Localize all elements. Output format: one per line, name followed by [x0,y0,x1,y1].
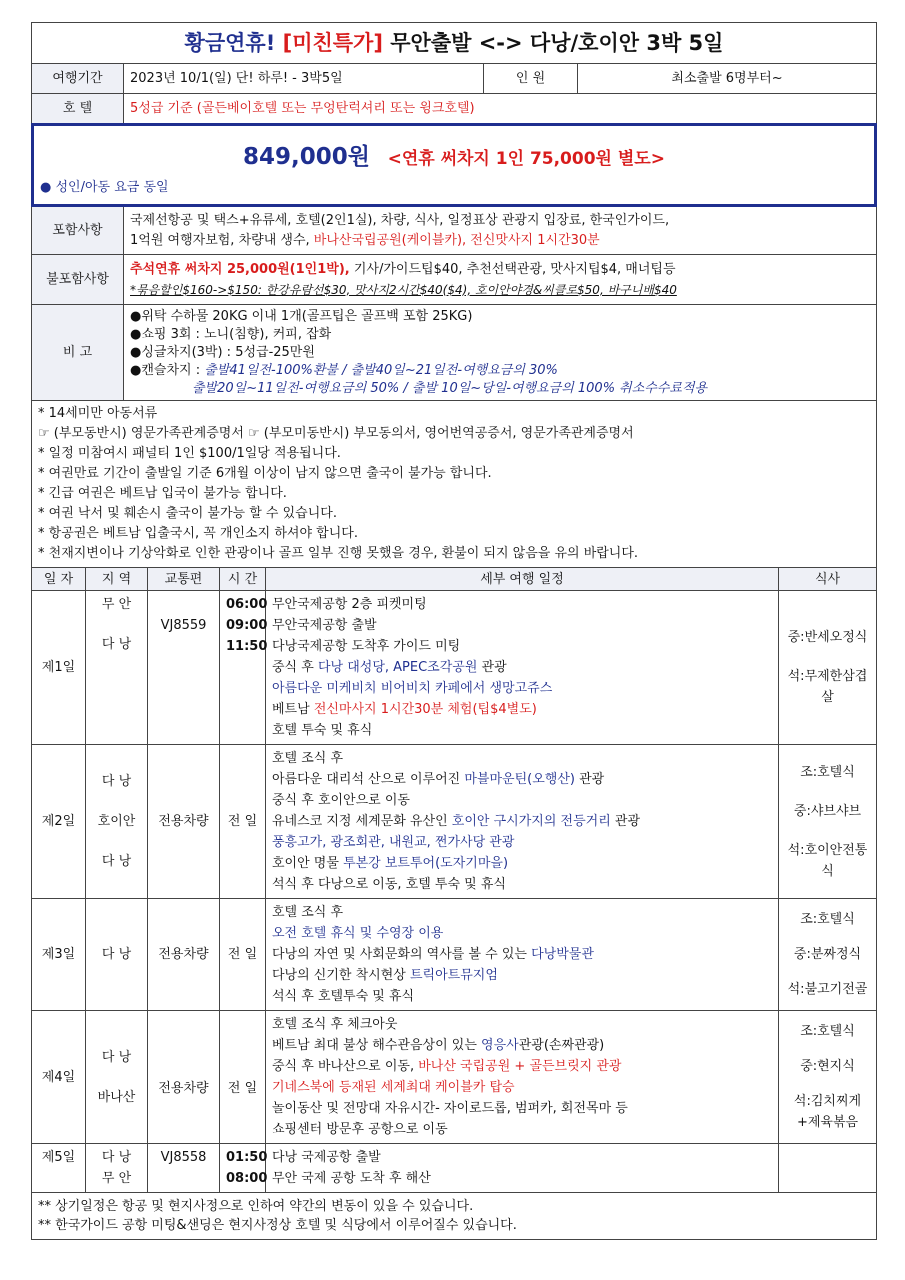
detail-item [272,769,772,790]
region-cell [86,1011,148,1144]
remarks-line2: ●쇼핑 3회 : 노니(침향), 커피, 잡화 [130,326,332,342]
included-label: 포함사항 [32,207,124,255]
region-cell [86,1144,148,1193]
col-header-day: 일 자 [32,568,86,591]
details-cell [266,1011,779,1144]
price-surcharge-note: <연휴 써차지 1인 75,000원 별도> [387,149,665,169]
transport-cell: 전용차량 [148,745,220,899]
meal: 석:무제한삼겹살 [787,669,868,705]
price-box [31,123,877,207]
detail-highlight: 바나산 국립공원 + 골든브릿지 관광 [418,1059,622,1074]
remarks-line4a: ●캔슬차지 : [130,362,205,378]
title-part2: [미친특가] [282,30,383,55]
detail-item: 아름다운 미케비치 비어비치 카페에서 생망고쥬스 [272,681,553,696]
table-row [32,591,877,745]
note-line: * 여권 낙서 및 훼손시 출국이 불가능 할 수 있습니다. [38,506,337,521]
detail-item: 중식 후 호이안으로 이동 [272,793,410,808]
footer-line: ** 상기일정은 항공 및 현지사정으로 인하여 약간의 변동이 있을 수 있습니다. [38,1199,474,1214]
price-sub-note: ● 성인/아동 요금 동일 [40,180,169,195]
detail-text: 베트남 최대 불상 해수관음상이 있는 [272,1038,482,1053]
detail-item [272,811,772,832]
footer-line: ** 한국가이드 공항 미팅&샌딩은 현지사정상 호텔 및 식당에서 이루어질수 있습니다. [38,1218,517,1233]
detail-item: 오전 호텔 휴식 및 수영장 이용 [272,926,444,941]
detail-item [272,699,772,720]
time-cell: 전 일 [220,899,266,1011]
meal: 조:호텔식 [800,912,855,927]
meal: 석:호이안전통식 [787,842,868,879]
header-table [31,22,877,124]
detail-item: 호텔 조식 후 [272,905,344,920]
transport-cell: 전용차량 [148,1011,220,1144]
region: 다 낭 [101,637,132,652]
region-cell: 다 낭 [86,899,148,1011]
remarks-line5: 출발20일~11일전-여행요금의 50% / 출발 10일~당일-여행요금의 100% 취소수수료적용 [192,380,708,396]
meals-cell [779,591,877,745]
included-line1: 국제선항공 및 택스+유류세, 호텔(2인1실), 차량, 식사, 일정표상 관광지 입장료, 한국인가이드, [130,212,670,228]
period-label: 여행기간 [32,64,124,94]
notes-block [31,401,877,568]
hotel-label: 호 텔 [32,94,124,124]
detail-item [272,1035,772,1056]
detail-highlight: 영응사 [481,1038,519,1053]
detail-highlight: 다낭박물관 [531,947,594,962]
detail-text: 다낭의 신기한 착시현상 [272,968,410,983]
detail-highlight: 마블마운틴(오행산) [464,772,575,787]
time: 11:50 [226,639,268,654]
time-cell: 전 일 [220,1011,266,1144]
meals-cell [779,1011,877,1144]
excluded-label: 불포함사항 [32,255,124,305]
meal: 석:불고기전골 [787,982,868,997]
day-label: 제4일 [32,1011,86,1144]
detail-item: 호텔 조식 후 [272,751,344,766]
people-value: 최소출발 6명부터~ [578,64,877,94]
detail-text: 베트남 [272,702,314,717]
time-cell [220,591,266,745]
table-row [32,899,877,1011]
detail-item: 놀이동산 및 전망대 자유시간- 자이로드롭, 범퍼카, 회전목마 등 [272,1101,628,1116]
detail-text: 관광 [477,660,507,675]
time: 08:00 [226,1171,268,1186]
detail-text: 중식 후 바나산으로 이동, [272,1059,419,1074]
included-line2a: 1억원 여행자보험, 차량내 생수, [130,232,314,248]
remarks-line4 [130,362,870,380]
detail-item: 무안 국제 공항 도착 후 해산 [272,1171,431,1186]
note-line: * 항공권은 베트남 입출국시, 꼭 개인소지 하셔야 합니다. [38,526,358,541]
detail-item [272,944,772,965]
detail-item: 기네스북에 등재된 세계최대 케이블카 탑승 [272,1080,515,1095]
price-amount: 849,000원 [243,144,370,170]
detail-item: 다낭 국제공항 출발 [272,1150,381,1165]
remarks-label: 비 고 [32,305,124,401]
note-line: * 일정 미참여시 패널티 1인 $100/1일당 적용됩니다. [38,446,341,461]
time: 01:50 [226,1150,268,1165]
remarks-line1: ●위탁 수하물 20KG 이내 1개(골프팁은 골프백 포함 25KG) [130,308,473,324]
schedule-table [31,567,877,1193]
details-cell [266,1144,779,1193]
excluded-line2: *묶음할인$160->$150: 한강유람선$30, 맛사지2시간$40($4), 호이안야경&씨클로$50, 바구니배$40 [130,282,677,297]
meals-cell [779,745,877,899]
region: 다 낭 [101,1150,132,1165]
included-line2b: 바나산국립공원(케이블카), 전신맛사지 1시간30분 [313,232,600,248]
detail-highlight: 트릭아트뮤지엄 [409,968,498,983]
col-header-meals: 식사 [779,568,877,591]
detail-text: 관광 [610,814,641,829]
meals-cell [779,1144,877,1193]
time-cell [220,1144,266,1193]
meal: +제육볶음 [796,1115,859,1130]
footer-notes [31,1193,877,1240]
table-row [32,1144,877,1193]
remarks-content [124,305,877,401]
itinerary-sheet [31,22,877,1240]
detail-item: 호텔 조식 후 체크아웃 [272,1017,398,1032]
detail-item: 무안국제공항 2층 피켓미팅 [272,597,427,612]
note-line: ☞ (부모동반시) 영문가족관계증명서 ☞ (부모미동반시) 부모동의서, 영어번역공증서, 영문가족관계증명서 [38,426,634,441]
detail-item: 무안국제공항 출발 [272,618,377,633]
meal: 석:김치찌게 [793,1094,862,1109]
col-header-region: 지 역 [86,568,148,591]
col-header-transport: 교통편 [148,568,220,591]
detail-item: 쇼핑센터 방문후 공항으로 이동 [272,1122,448,1137]
region: 다 낭 [101,854,132,869]
details-cell [266,745,779,899]
region-cell [86,591,148,745]
meal: 중:샤브샤브 [793,803,862,819]
details-cell [266,899,779,1011]
day-label: 제5일 [32,1144,86,1193]
meal: 조:호텔식 [800,764,855,780]
detail-highlight: 다낭 대성당, APEC조각공원 [317,660,478,675]
region: 무 안 [101,597,132,612]
period-value: 2023년 10/1(일) 단! 하루! - 3박5일 [124,64,484,94]
col-header-details: 세부 여행 일정 [266,568,779,591]
table-row [32,745,877,899]
region: 호이안 [97,814,136,829]
page-title [32,23,877,64]
remarks-line3: ●싱글차지(3박) : 5성급-25만원 [130,344,315,360]
col-header-time: 시 간 [220,568,266,591]
meal: 중:현지식 [800,1059,855,1074]
day-label: 제2일 [32,745,86,899]
detail-item [272,853,772,874]
detail-highlight: 투본강 보트투어(도자기마을) [343,856,509,871]
region: 바나산 [97,1089,136,1105]
detail-highlight: 호이안 구시가지의 전등거리 [451,814,611,829]
excluded-line1b: 기사/가이드팁$40, 추천선택관광, 맛사지팁$4, 매너팁등 [349,261,676,277]
excluded-line1a: 추석연휴 써차지 25,000원(1인1박), [130,261,350,277]
detail-item [272,1056,772,1077]
included-line2 [130,231,870,251]
detail-text: 아름다운 대리석 산으로 이루어진 [272,772,465,787]
transport-cell: VJ8559 [148,591,220,745]
details-cell [266,591,779,745]
note-line: * 14세미만 아동서류 [38,406,158,421]
detail-text: 유네스코 지정 세계문화 유산인 [272,814,452,829]
time: 09:00 [226,618,268,633]
time: 06:00 [226,597,268,612]
day-label: 제3일 [32,899,86,1011]
day-label: 제1일 [32,591,86,745]
meal: 중:반세오정식 [787,630,868,645]
transport-cell: VJ8558 [148,1144,220,1193]
detail-item [272,965,772,986]
detail-item: 석식 후 호텔투숙 및 휴식 [272,989,415,1004]
note-line: * 여권만료 기간이 출발일 기준 6개월 이상이 남지 않으면 출국이 불가능 합니다. [38,466,492,481]
meal: 조:호텔식 [800,1024,855,1039]
title-part3: 무안출발 <-> 다낭/호이안 3박 5일 [390,30,724,55]
detail-text: 중식 후 [272,660,318,675]
region: 다 낭 [101,774,132,789]
note-line: * 긴급 여권은 베트남 입국이 불가능 합니다. [38,486,287,501]
excluded-line1 [130,259,870,280]
title-part1: 황금연휴! [184,30,276,55]
region-cell [86,745,148,899]
remarks-line4b: 출발41일전-100%환불 / 출발40일~21일전-여행요금의 30% [204,362,558,378]
note-line: * 천재지변이나 기상악화로 인한 관광이나 골프 일부 진행 못했을 경우, 환불이 되지 않음을 유의 바랍니다. [38,546,639,561]
detail-item: 석식 후 다낭으로 이동, 호텔 투숙 및 휴식 [272,877,506,892]
conditions-table [31,206,877,401]
detail-text: 다낭의 자연 및 사회문화의 역사를 볼 수 있는 [272,947,532,962]
region: 무 안 [101,1171,132,1186]
detail-highlight: 전신마사지 1시간30분 체험(팁$4별도) [313,702,537,717]
meals-cell [779,899,877,1011]
time-cell: 전 일 [220,745,266,899]
price-line [34,126,874,176]
detail-item [272,657,772,678]
detail-item: 호텔 투숙 및 휴식 [272,723,373,738]
detail-text: 관광(손짜관광) [518,1038,605,1053]
detail-text: 관광 [574,772,605,787]
people-label: 인 원 [484,64,578,94]
region: 다 낭 [101,1049,132,1065]
table-row [32,1011,877,1144]
included-content [124,207,877,255]
detail-item: 풍흥고가, 광조회관, 내원교, 쩐가사당 관광 [272,835,515,850]
excluded-content [124,255,877,305]
meal: 중:분짜정식 [793,947,862,962]
detail-text: 호이안 명물 [272,856,344,871]
hotel-value: 5성급 기준 (골든베이호텔 또는 무엉탄럭셔리 또는 윙크호텔) [124,94,877,124]
detail-item: 다낭국제공항 도착후 가이드 미팅 [272,639,461,654]
transport-cell: 전용차량 [148,899,220,1011]
